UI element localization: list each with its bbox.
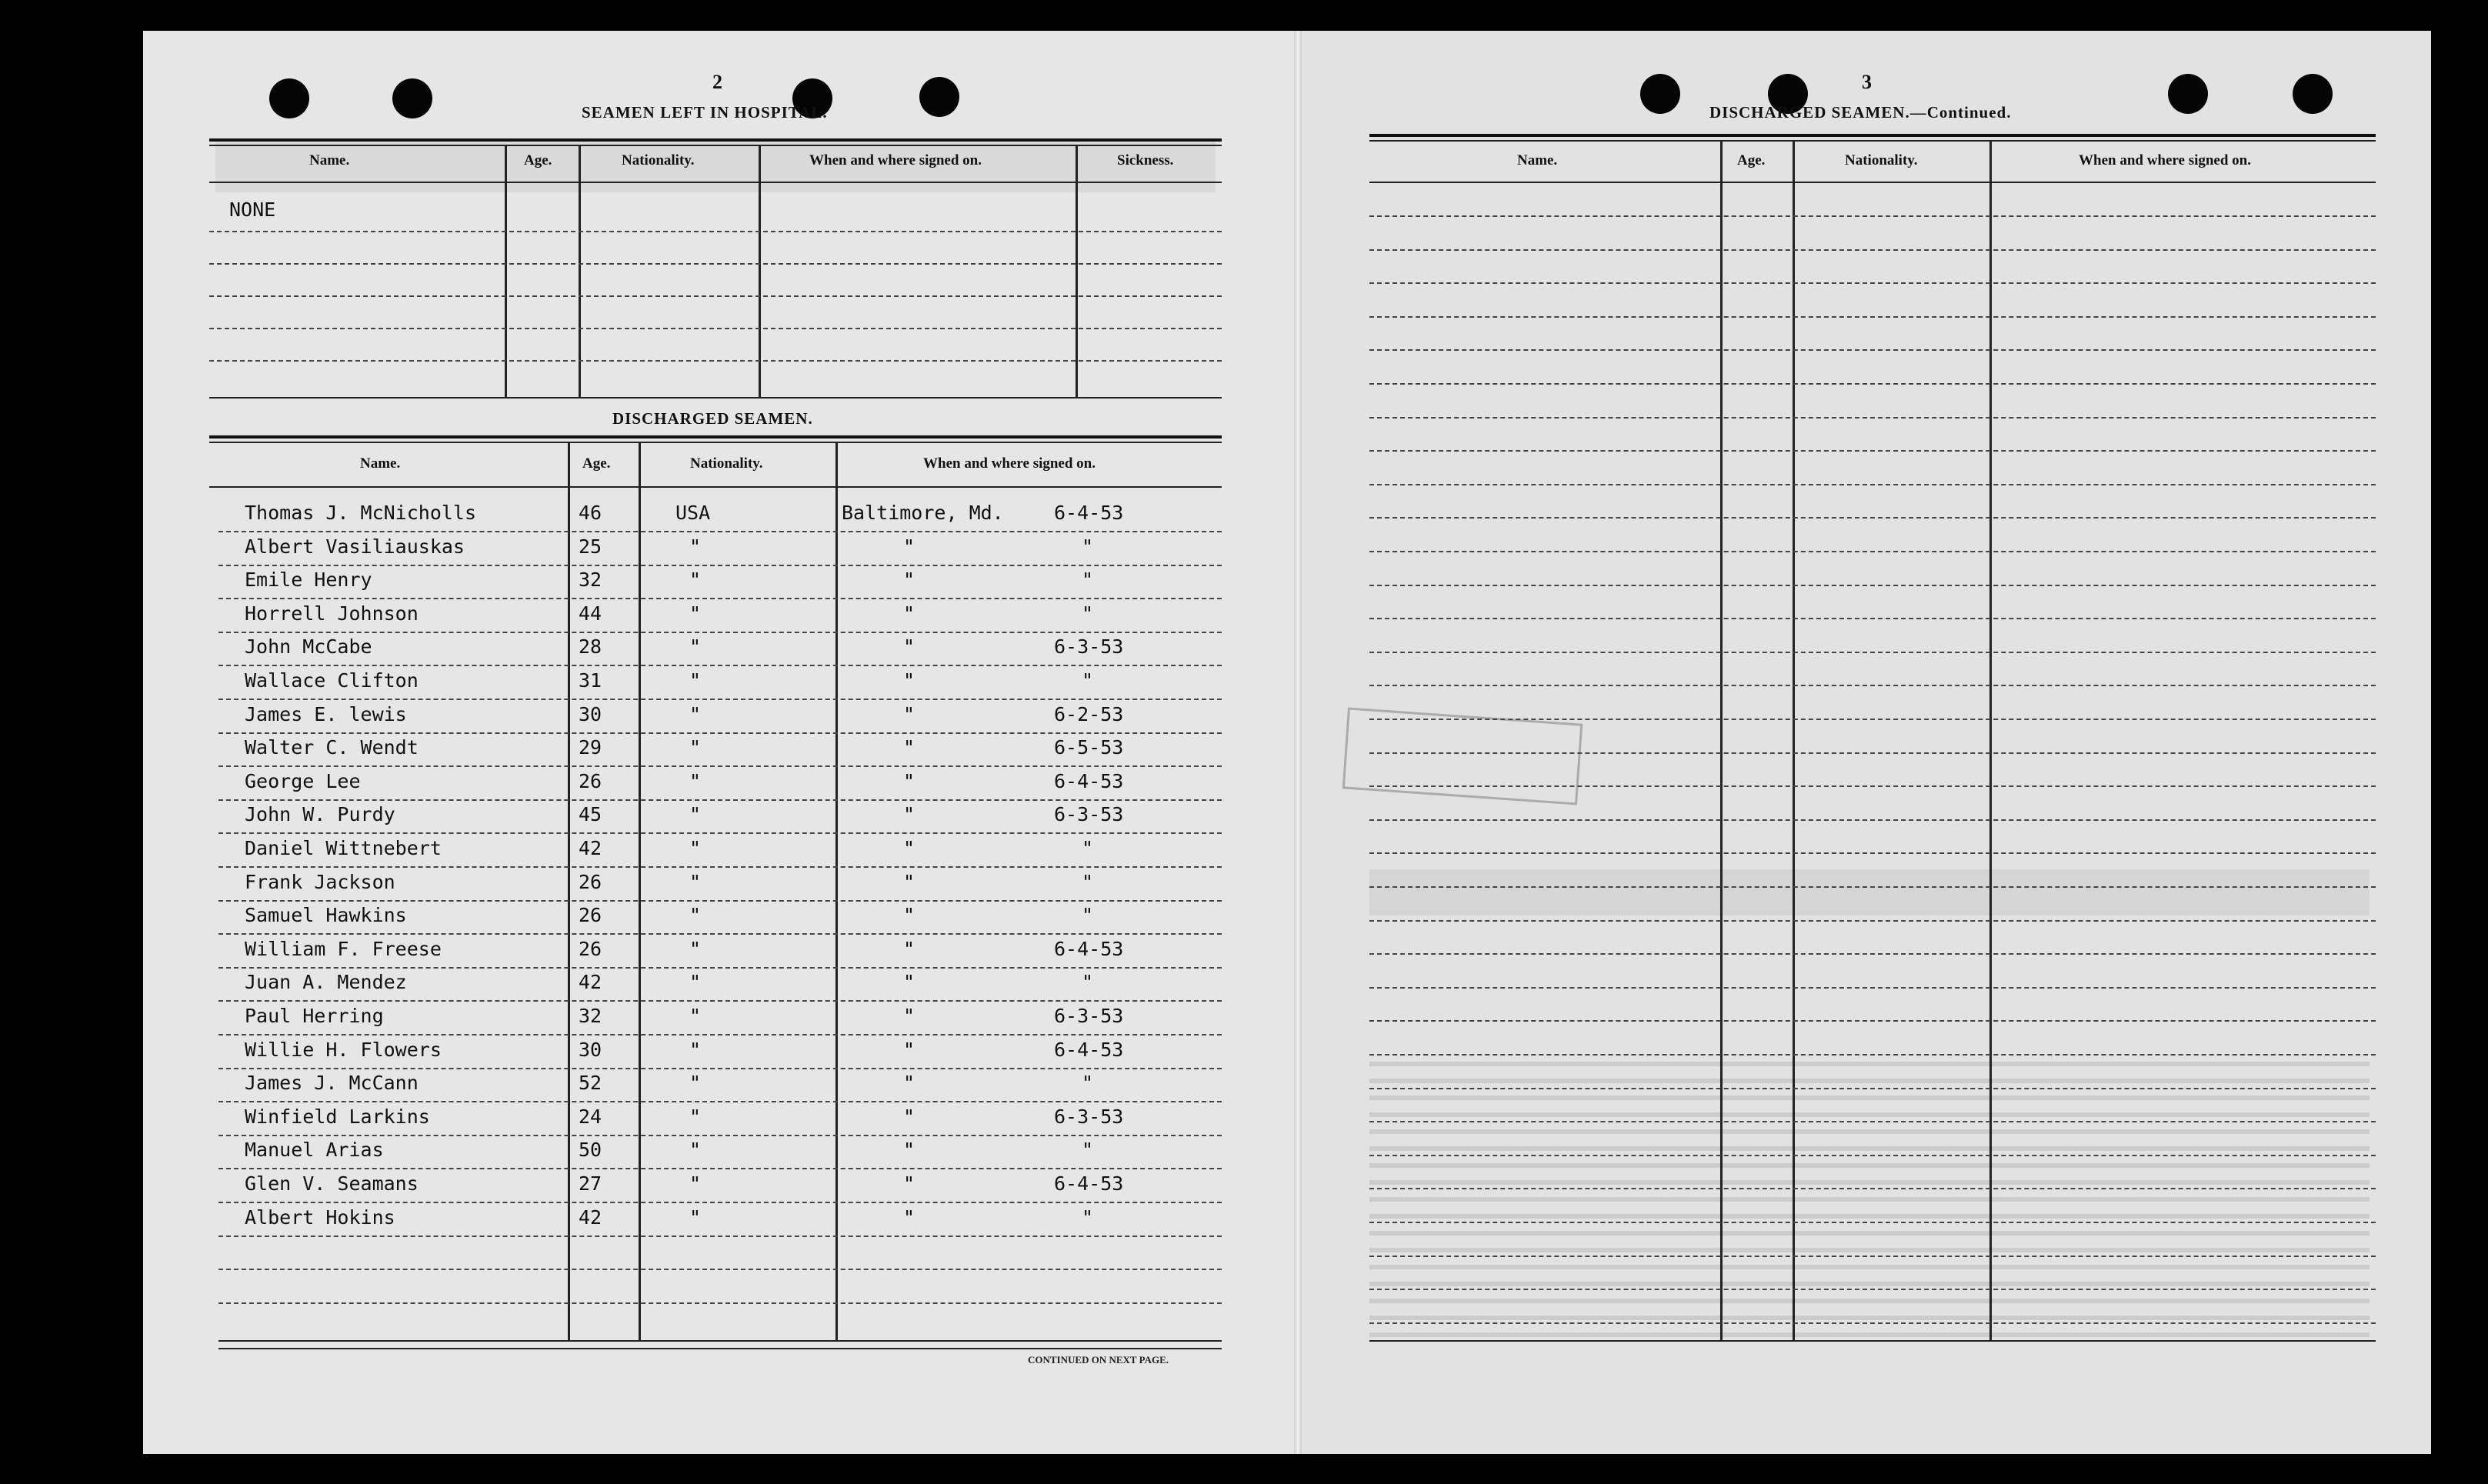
row-rule: [218, 1269, 1222, 1270]
punch-hole: [2293, 74, 2333, 114]
punch-hole: [2168, 74, 2208, 114]
rule: [209, 397, 1222, 399]
cell-nationality: ": [689, 669, 702, 692]
cell-age: 44: [579, 602, 602, 625]
cell-signed-on-place: ": [903, 837, 915, 859]
row-rule: [218, 531, 1222, 532]
cell-signed-on-date: 6-4-53: [1054, 937, 1124, 960]
cell-age: 26: [579, 870, 602, 893]
cell-signed-on-place: ": [903, 1005, 915, 1027]
bleed-through-band: [215, 138, 1216, 192]
cell-age: 32: [579, 1005, 602, 1027]
cell-signed-on-place: ": [903, 937, 915, 960]
row-rule: [1369, 886, 2376, 888]
cell-name: George Lee: [245, 769, 361, 792]
cell-age: 27: [579, 1172, 602, 1195]
cell-signed-on-place: ": [903, 870, 915, 893]
column-header-age: Age.: [524, 152, 552, 168]
cell-signed-on-date: ": [1082, 1072, 1094, 1095]
cell-nationality: ": [689, 702, 702, 725]
cell-signed-on-date: ": [1082, 569, 1094, 592]
row-rule: [218, 866, 1222, 868]
rule: [218, 1340, 1222, 1342]
cell-name: Walter C. Wendt: [245, 736, 419, 759]
cell-signed-on-place: ": [903, 635, 915, 659]
cell-signed-on-date: 6-4-53: [1054, 1172, 1124, 1195]
discharged-section-title: DISCHARGED SEAMEN.: [612, 409, 813, 428]
cell-signed-on-place: ": [903, 1206, 915, 1229]
cell-age: 31: [579, 669, 602, 692]
cell-signed-on-date: 6-4-53: [1054, 1038, 1124, 1061]
cell-name: James E. lewis: [245, 702, 407, 725]
row-rule: [1369, 819, 2376, 821]
row-rule: [218, 832, 1222, 834]
cell-nationality: ": [689, 1105, 702, 1128]
row-rule: [218, 799, 1222, 801]
rule: [209, 435, 1222, 439]
row-rule: [209, 295, 1222, 297]
cell-name: Winfield Larkins: [245, 1105, 430, 1128]
cell-signed-on-date: 6-3-53: [1054, 1005, 1124, 1027]
cell-signed-on-date: ": [1082, 669, 1094, 692]
row-rule: [218, 1135, 1222, 1136]
cell-nationality: ": [689, 937, 702, 960]
row-rule: [218, 967, 1222, 969]
row-rule: [209, 263, 1222, 265]
rule: [1369, 182, 2376, 183]
cell-signed-on-date: ": [1082, 904, 1094, 927]
continued-note: CONTINUED ON NEXT PAGE.: [1028, 1354, 1169, 1366]
cell-age: 45: [579, 803, 602, 826]
row-rule: [1369, 852, 2376, 854]
cell-name: Albert Vasiliauskas: [245, 535, 465, 558]
cell-age: 24: [579, 1105, 602, 1128]
cell-signed-on-place: ": [903, 803, 915, 826]
cell-name: Frank Jackson: [245, 870, 395, 893]
punch-hole: [919, 77, 959, 117]
cell-nationality: ": [689, 1172, 702, 1195]
cell-signed-on-date: ": [1082, 837, 1094, 859]
row-rule: [218, 598, 1222, 599]
row-rule: [1369, 1121, 2376, 1122]
rule: [1369, 1340, 2376, 1342]
cell-signed-on-date: ": [1082, 535, 1094, 558]
row-rule: [1369, 752, 2376, 754]
cell-nationality: ": [689, 803, 702, 826]
cell-age: 26: [579, 769, 602, 792]
page-fold: [1294, 31, 1302, 1454]
row-rule: [1369, 383, 2376, 385]
row-rule: [209, 360, 1222, 362]
column-divider: [568, 442, 570, 1340]
row-rule: [1369, 652, 2376, 653]
cell-signed-on-date: 6-3-53: [1054, 635, 1124, 659]
rule: [1369, 134, 2376, 137]
cell-signed-on-date: ": [1082, 971, 1094, 994]
row-rule: [218, 1068, 1222, 1069]
cell-signed-on-date: 6-3-53: [1054, 1105, 1124, 1128]
rule: [209, 442, 1222, 443]
punch-hole: [392, 78, 432, 118]
row-rule: [218, 933, 1222, 935]
cell-name: Horrell Johnson: [245, 602, 419, 625]
column-header-name: Name.: [360, 455, 401, 472]
rule: [209, 486, 1222, 488]
bleed-through-band: [1369, 869, 2370, 915]
row-rule: [218, 1034, 1222, 1035]
column-header-nationality: Nationality.: [1845, 152, 1918, 168]
row-rule: [1369, 1054, 2376, 1055]
column-divider: [1989, 140, 1992, 1340]
row-rule: [1369, 987, 2376, 989]
row-rule: [218, 1000, 1222, 1002]
cell-signed-on-place: ": [903, 1038, 915, 1061]
cell-nationality: ": [689, 971, 702, 994]
cell-signed-on-place: ": [903, 1139, 915, 1162]
cell-name: Daniel Wittnebert: [245, 837, 442, 859]
row-rule: [1369, 1088, 2376, 1089]
row-rule: [218, 699, 1222, 700]
cell-signed-on-date: 6-3-53: [1054, 803, 1124, 826]
row-rule: [1369, 953, 2376, 955]
row-rule: [218, 665, 1222, 666]
cell-age: 42: [579, 971, 602, 994]
cell-signed-on-place: ": [903, 669, 915, 692]
cell-age: 25: [579, 535, 602, 558]
cell-age: 52: [579, 1072, 602, 1095]
row-rule: [218, 1236, 1222, 1237]
column-header-nationality: Nationality.: [622, 152, 695, 168]
column-header-nationality: Nationality.: [690, 455, 763, 472]
cell-signed-on-place: ": [903, 769, 915, 792]
cell-age: 26: [579, 937, 602, 960]
cell-name: Thomas J. McNicholls: [245, 502, 477, 524]
rule: [209, 138, 1222, 142]
cell-name: Manuel Arias: [245, 1139, 384, 1162]
column-header-signed-on: When and where signed on.: [923, 455, 1096, 472]
row-rule: [1369, 349, 2376, 351]
cell-nationality: ": [689, 769, 702, 792]
cell-signed-on-place: ": [903, 569, 915, 592]
cell-nationality: ": [689, 736, 702, 759]
cell-signed-on-place: Baltimore, Md.: [842, 502, 1004, 524]
row-rule: [1369, 1188, 2376, 1189]
cell-signed-on-date: 6-4-53: [1054, 502, 1124, 524]
row-rule: [1369, 685, 2376, 686]
cell-nationality: ": [689, 1005, 702, 1027]
row-rule: [1369, 282, 2376, 284]
cell-signed-on-place: ": [903, 602, 915, 625]
cell-nationality: ": [689, 1139, 702, 1162]
cell-age: 32: [579, 569, 602, 592]
cell-signed-on-place: ": [903, 1172, 915, 1195]
row-rule: [218, 765, 1222, 767]
cell-signed-on-place: ": [903, 971, 915, 994]
cell-name: John W. Purdy: [245, 803, 395, 826]
cell-signed-on-date: ": [1082, 602, 1094, 625]
cell-name: Samuel Hawkins: [245, 904, 407, 927]
row-rule: [1369, 585, 2376, 586]
row-rule: [209, 328, 1222, 329]
cell-nationality: ": [689, 870, 702, 893]
cell-signed-on-date: 6-5-53: [1054, 736, 1124, 759]
cell-nationality: ": [689, 837, 702, 859]
cell-nationality: ": [689, 569, 702, 592]
cell-name: Glen V. Seamans: [245, 1172, 419, 1195]
cell-name: Paul Herring: [245, 1005, 384, 1027]
cell-age: 46: [579, 502, 602, 524]
row-rule: [1369, 1155, 2376, 1156]
cell-name: Emile Henry: [245, 569, 372, 592]
cell-signed-on-place: ": [903, 1105, 915, 1128]
cell-signed-on-date: ": [1082, 1206, 1094, 1229]
cell-name: Albert Hokins: [245, 1206, 395, 1229]
row-rule: [218, 900, 1222, 902]
cell-name: William F. Freese: [245, 937, 442, 960]
row-rule: [218, 1302, 1222, 1304]
row-rule: [1369, 484, 2376, 485]
cell-age: 42: [579, 837, 602, 859]
cell-name: Wallace Clifton: [245, 669, 419, 692]
column-divider: [835, 442, 838, 1340]
page-number: 3: [1862, 71, 1872, 93]
cell-nationality: ": [689, 1206, 702, 1229]
row-rule: [1369, 1256, 2376, 1257]
cell-age: 28: [579, 635, 602, 659]
row-rule: [1369, 1289, 2376, 1290]
punch-hole: [1640, 74, 1680, 114]
cell-age: 50: [579, 1139, 602, 1162]
cell-signed-on-place: ": [903, 1072, 915, 1095]
rule: [209, 145, 1222, 146]
cell-age: 30: [579, 702, 602, 725]
faint-stamp: [1342, 707, 1583, 805]
row-rule: [1369, 417, 2376, 419]
column-header-signed-on: When and where signed on.: [2079, 152, 2252, 168]
cell-age: 29: [579, 736, 602, 759]
cell-age: 42: [579, 1206, 602, 1229]
discharged-continued-title: DISCHARGED SEAMEN.—Continued.: [1709, 103, 2012, 122]
row-rule: [1369, 316, 2376, 318]
cell-age: 26: [579, 904, 602, 927]
cell-name: Willie H. Flowers: [245, 1038, 442, 1061]
cell-signed-on-date: ": [1082, 1139, 1094, 1162]
cell-nationality: ": [689, 602, 702, 625]
column-divider: [1720, 140, 1723, 1340]
cell-signed-on-place: ": [903, 535, 915, 558]
column-header-sickness: Sickness.: [1117, 152, 1174, 168]
bleed-through-band: [1369, 1062, 2370, 1339]
cell-signed-on-date: 6-4-53: [1054, 769, 1124, 792]
row-rule: [1369, 920, 2376, 922]
column-header-name: Name.: [1517, 152, 1558, 168]
row-rule: [1369, 618, 2376, 619]
row-rule: [1369, 719, 2376, 720]
cell-nationality: ": [689, 1072, 702, 1095]
cell-name: Juan A. Mendez: [245, 971, 407, 994]
page-number: 2: [712, 71, 722, 93]
row-rule: [1369, 517, 2376, 519]
punch-hole: [269, 78, 309, 118]
row-rule: [218, 1168, 1222, 1169]
cell-nationality: ": [689, 635, 702, 659]
rule: [218, 1348, 1222, 1349]
row-rule: [218, 732, 1222, 734]
column-header-age: Age.: [1737, 152, 1766, 168]
cell-nationality: USA: [675, 502, 711, 524]
row-rule: [1369, 450, 2376, 452]
row-rule: [209, 231, 1222, 232]
row-rule: [1369, 785, 2376, 787]
cell-signed-on-place: ": [903, 702, 915, 725]
column-divider: [1793, 140, 1795, 1340]
row-rule: [1369, 1322, 2376, 1324]
row-rule: [218, 1202, 1222, 1203]
cell-age: 30: [579, 1038, 602, 1061]
row-rule: [1369, 551, 2376, 552]
row-rule: [1369, 249, 2376, 251]
cell-nationality: ": [689, 1038, 702, 1061]
cell-nationality: ": [689, 904, 702, 927]
rule: [209, 182, 1222, 183]
row-rule: [1369, 1222, 2376, 1223]
cell-signed-on-date: 6-2-53: [1054, 702, 1124, 725]
hospital-entry: NONE: [229, 198, 276, 221]
row-rule: [1369, 1020, 2376, 1022]
cell-signed-on-place: ": [903, 736, 915, 759]
cell-signed-on-place: ": [903, 904, 915, 927]
hospital-section-title: SEAMEN LEFT IN HOSPITAL.: [582, 103, 828, 122]
row-rule: [218, 1101, 1222, 1102]
row-rule: [218, 632, 1222, 633]
cell-name: John McCabe: [245, 635, 372, 659]
cell-name: James J. McCann: [245, 1072, 419, 1095]
column-header-signed-on: When and where signed on.: [809, 152, 982, 168]
column-divider: [639, 442, 641, 1340]
row-rule: [218, 565, 1222, 566]
column-header-age: Age.: [582, 455, 611, 472]
cell-nationality: ": [689, 535, 702, 558]
row-rule: [1369, 215, 2376, 217]
rule: [1369, 140, 2376, 142]
cell-signed-on-date: ": [1082, 870, 1094, 893]
column-header-name: Name.: [309, 152, 350, 168]
